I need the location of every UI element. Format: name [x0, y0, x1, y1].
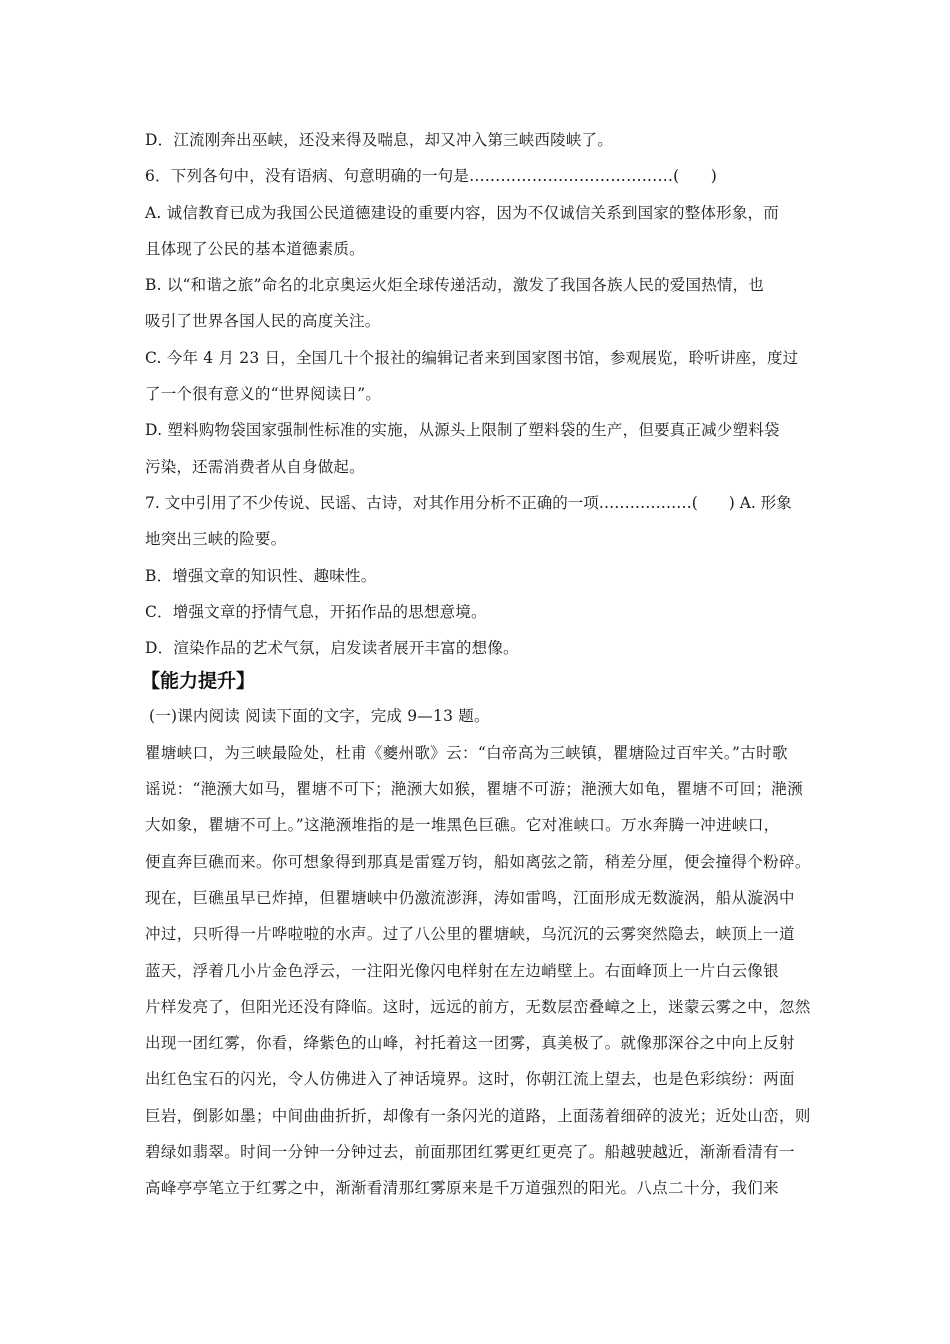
section-title: 【能力提升】	[141, 670, 256, 693]
q6-option-c-line2: 了一个很有意义的“世界阅读日”。	[145, 385, 382, 404]
q6-option-c-line1: C. 今年 4 月 23 日，全国几十个报社的编辑记者来到国家图书馆，参观展览，聆听讲座，度过	[145, 348, 799, 367]
q6-stem: 6．下列各句中，没有语病、句意明确的一句是…………………………………( )	[145, 167, 718, 186]
passage-line: 高峰亭亭笔立于红雾之中，渐渐看清那红雾原来是千万道强烈的阳光。八点二十分，我们来	[145, 1179, 780, 1198]
passage-line: 出红色宝石的闪光，令人仿佛进入了神话境界。这时，你朝江流上望去，也是色彩缤纷：两面	[145, 1070, 795, 1089]
passage-line: 大如象，瞿塘不可上。”这滟滪堆指的是一堆黑色巨礁。它对准峡口。万水奔腾一冲进峡口，	[145, 816, 780, 835]
q7-stem-line1: 7. 文中引用了不少传说、民谣、古诗，对其作用分析不正确的一项………………( ) A. 形象	[145, 493, 792, 512]
passage-line: 瞿塘峡口，为三峡最险处，杜甫《夔州歌》云：“白帝高为三峡镇，瞿塘险过百牢关。”古时歌	[145, 743, 788, 762]
q6-option-b-line2: 吸引了世界各国人民的高度关注。	[145, 312, 381, 331]
passage-line: 谣说：“滟滪大如马，瞿塘不可下；滟滪大如猴，瞿塘不可游；滟滪大如龟，瞿塘不可回；滟滪	[145, 780, 804, 799]
q7-option-b: B．增强文章的知识性、趣味性。	[145, 566, 377, 585]
q6-option-a-line2: 且体现了公民的基本道德素质。	[145, 239, 365, 258]
document-content	[141, 122, 820, 1207]
passage-line: 现在，巨礁虽早已炸掉，但瞿塘峡中仍激流澎湃，涛如雷鸣，江面形成无数漩涡，船从漩涡中	[145, 888, 795, 907]
passage-line: 片样发亮了，但阳光还没有降临。这时，远远的前方，无数层峦叠嶂之上，迷蒙云雾之中，忽然	[145, 997, 811, 1016]
q7-stem-line2: 地突出三峡的险要。	[145, 530, 287, 549]
section-subtitle: (一)课内阅读 阅读下面的文字，完成 9—13 题。	[149, 707, 490, 726]
q7-option-d: D．渲染作品的艺术气氛，启发读者展开丰富的想像。	[145, 639, 519, 658]
q6-option-d-line1: D. 塑料购物袋国家强制性标准的实施，从源头上限制了塑料袋的生产，但要真正减少塑料袋	[145, 421, 780, 440]
q5-option-d: D．江流刚奔出巫峡，还没来得及喘息，却又冲入第三峡西陵峡了。	[145, 131, 613, 149]
q7-option-c: C．增强文章的抒情气息，开拓作品的思想意境。	[145, 602, 487, 621]
passage	[145, 735, 820, 1207]
passage-line: 蓝天，浮着几小片金色浮云，一注阳光像闪电样射在左边峭壁上。右面峰顶上一片白云像银	[145, 961, 780, 980]
passage-line: 出现一团红雾，你看，绛紫色的山峰，衬托着这一团雾，真美极了。就像那深谷之中向上反射	[145, 1034, 795, 1053]
passage-line: 碧绿如翡翠。时间一分钟一分钟过去，前面那团红雾更红更亮了。船越驶越近，渐渐看清有一	[145, 1143, 795, 1162]
q6-option-a-line1: A. 诚信教育已成为我国公民道德建设的重要内容，因为不仅诚信关系到国家的整体形象，而	[145, 203, 779, 222]
q6-option-b-line1: B. 以“和谐之旅”命名的北京奥运火炬全球传递活动，激发了我国各族人民的爱国热情，也	[145, 276, 764, 295]
q6-option-d-line2: 污染，还需消费者从自身做起。	[145, 457, 365, 476]
passage-line: 巨岩，倒影如墨；中间曲曲折折，却像有一条闪光的道路，上面荡着细碎的波光；近处山峦，则	[145, 1106, 811, 1125]
passage-line: 便直奔巨礁而来。你可想象得到那真是雷霆万钧，船如离弦之箭，稍差分厘，便会撞得个粉碎。	[145, 852, 811, 871]
passage-line: 冲过，只听得一片哗啦啦的水声。过了八公里的瞿塘峡，乌沉沉的云雾突然隐去，峡顶上一道	[145, 925, 795, 944]
